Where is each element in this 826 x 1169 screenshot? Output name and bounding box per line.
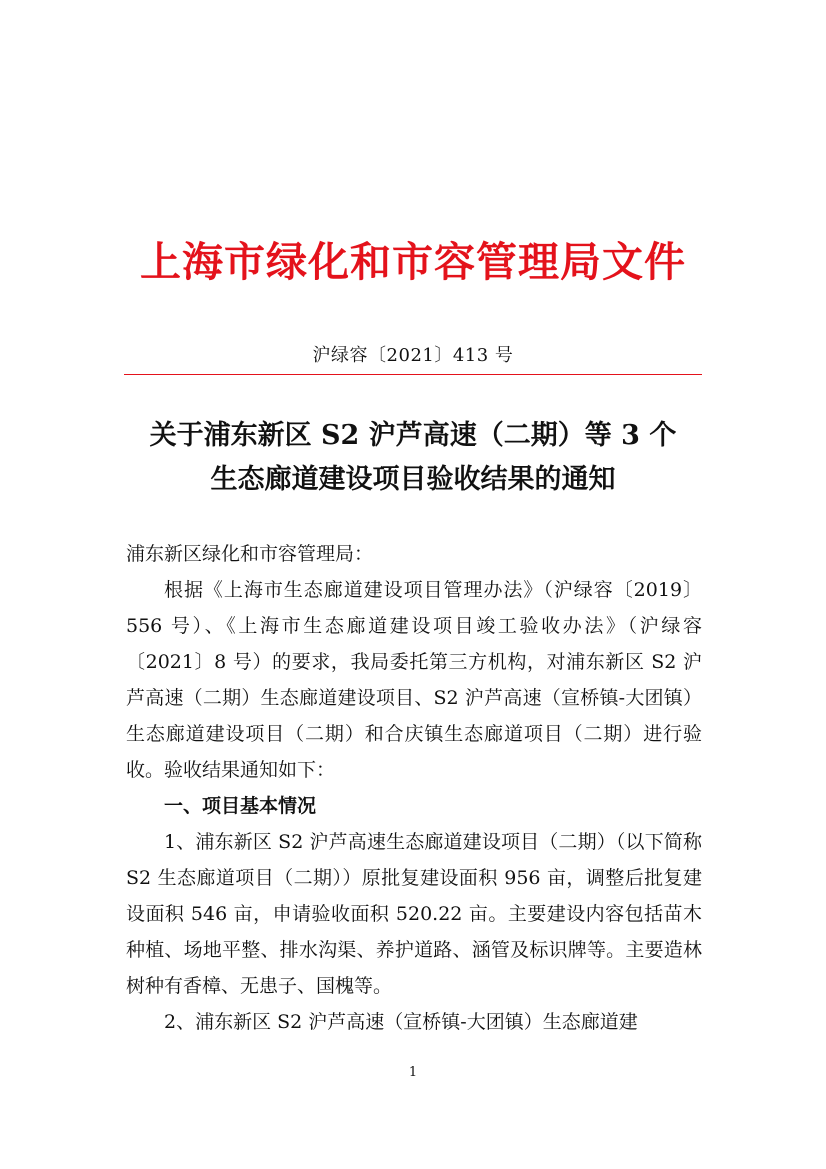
salutation: 浦东新区绿化和市容管理局： — [126, 543, 374, 565]
intro-paragraph: 根据《上海市生态廊道建设项目管理办法》（沪绿容〔2019〕556 号）、《上海市生态廊道建设项目竣工验收办法》（沪绿容〔2021〕8 号）的要求，我局委托第三方机构，对浦东新区 S2 沪芦高速（二期）生态廊道建设项目、S2 沪芦高速（宣桥镇-大团镇）生态廊道建设项目（二期）和合庆镇生态廊道项目（二期）进行验收。验收结果通知如下： — [126, 579, 702, 781]
project-item-1: 1、浦东新区 S2 沪芦高速生态廊道建设项目（二期）（以下简称 S2 生态廊道项目（二期））原批复建设面积 956 亩，调整后批复建设面积 546 亩，申请验收面积 520.22 亩。主要建设内容包括苗木种植、场地平整、排水沟渠、养护道路、涵管及标识牌等。主要造林树种有香樟、无患子、国槐等。 — [126, 831, 702, 997]
notice-title — [110, 414, 716, 502]
section-heading-project-overview: 一、项目基本情况 — [164, 795, 317, 817]
notice-title-line-1: 关于浦东新区 S2 沪芦高速（二期）等 3 个 — [149, 420, 677, 451]
notice-body — [126, 536, 702, 1040]
document-number: 沪绿容〔2021〕413 号 — [312, 345, 514, 366]
project-item-2: 2、浦东新区 S2 沪芦高速（宣桥镇-大团镇）生态廊道建 — [164, 1011, 638, 1033]
red-separator-line — [124, 374, 702, 375]
page-number: 1 — [408, 1065, 418, 1080]
notice-title-line-2: 生态廊道建设项目验收结果的通知 — [210, 464, 616, 495]
masthead-title: 上海市绿化和市容管理局文件 — [140, 238, 686, 286]
